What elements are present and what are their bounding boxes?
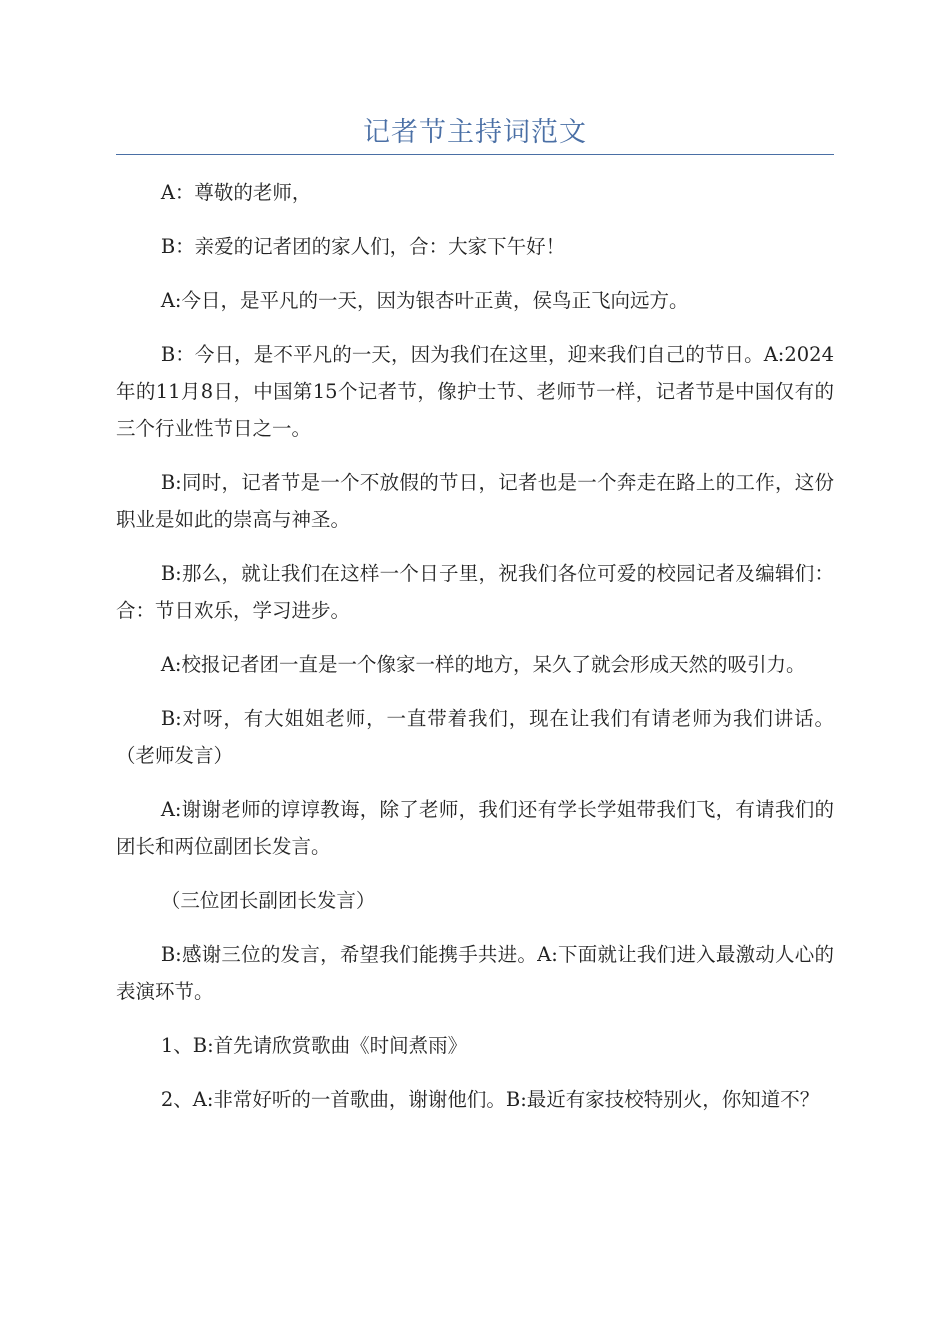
paragraph: B：今日，是不平凡的一天，因为我们在这里，迎来我们自己的节日。A:2024年的11月8日，中国第15个记者节，像护士节、老师节一样，记者节是中国仅有的三个行业性节日之一。 — [116, 343, 834, 440]
paragraph: B：亲爱的记者团的家人们，合：大家下午好！ — [160, 235, 566, 258]
paragraph: A:校报记者团一直是一个像家一样的地方，呆久了就会形成天然的吸引力。 — [160, 653, 806, 676]
title-underline — [116, 154, 834, 155]
paragraph: （三位团长副团长发言） — [160, 889, 376, 912]
paragraph: B:同时，记者节是一个不放假的节日，记者也是一个奔走在路上的工作，这份职业是如此的崇高与神圣。 — [116, 471, 834, 531]
document-body — [116, 174, 834, 1135]
paragraph: A:谢谢老师的谆谆教诲，除了老师，我们还有学长学姐带我们飞，有请我们的团长和两位副团长发言。 — [116, 798, 834, 858]
paragraph: B:那么，就让我们在这样一个日子里，祝我们各位可爱的校园记者及编辑们：合：节日欢乐，学习进步。 — [116, 562, 834, 622]
paragraph: B:感谢三位的发言，希望我们能携手共进。A:下面就让我们进入最激动人心的表演环节。 — [116, 943, 834, 1003]
paragraph: B:对呀，有大姐姐老师，一直带着我们，现在让我们有请老师为我们讲话。（老师发言） — [116, 707, 834, 767]
paragraph: A：尊敬的老师， — [160, 181, 312, 204]
document-title: 记者节主持词范文 — [363, 117, 587, 148]
paragraph: 2、A:非常好听的一首歌曲，谢谢他们。B:最近有家技校特别火，你知道不？ — [160, 1088, 820, 1111]
paragraph: 1、B:首先请欣赏歌曲《时间煮雨》 — [160, 1034, 468, 1057]
paragraph: A:今日，是平凡的一天，因为银杏叶正黄，侯鸟正飞向远方。 — [160, 289, 689, 312]
